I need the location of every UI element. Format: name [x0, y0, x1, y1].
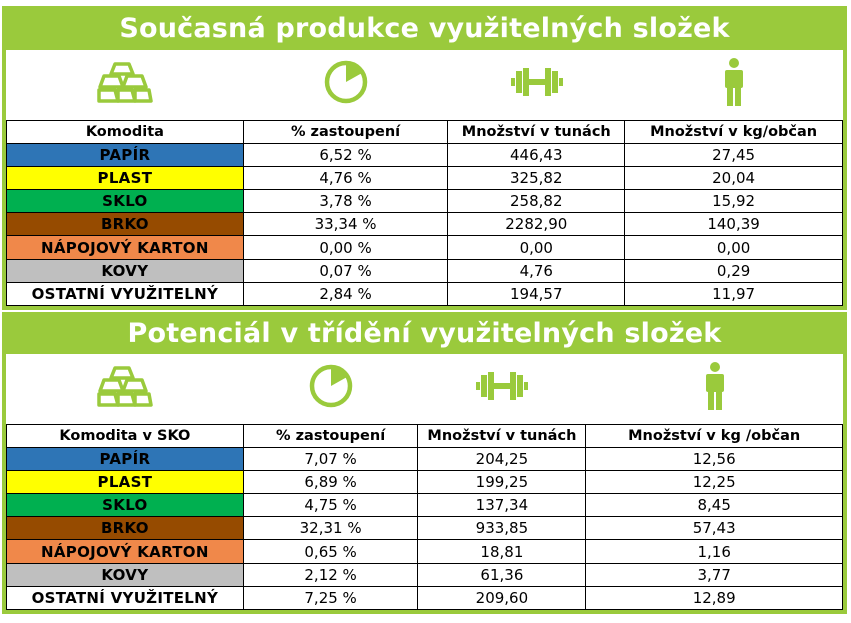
- kg-per-citizen-cell: 1,16: [586, 540, 843, 563]
- commodity-cell: PLAST: [7, 166, 244, 189]
- table-row: [7, 540, 843, 563]
- tons-cell: 199,25: [418, 470, 586, 493]
- table-row: [7, 586, 843, 609]
- pie-chart-icon: [243, 354, 418, 418]
- current-production-panel: [2, 6, 847, 310]
- current-icon-row: [6, 50, 843, 114]
- dumbbell-icon: [448, 50, 625, 114]
- table-header-row: [7, 120, 843, 143]
- tons-cell: 933,85: [418, 517, 586, 540]
- tons-cell: 209,60: [418, 586, 586, 609]
- sorting-potential-title: Potenciál v třídění využitelných složek: [127, 317, 722, 349]
- kg-per-citizen-cell: 27,45: [625, 143, 843, 166]
- commodity-cell: NÁPOJOVÝ KARTON: [7, 540, 244, 563]
- column-header-kg-per-citizen: Množství v kg /občan: [586, 424, 843, 447]
- tons-cell: 2282,90: [448, 213, 625, 236]
- pie-chart-icon: [243, 50, 448, 114]
- percentage-cell: 4,75 %: [243, 494, 418, 517]
- tons-cell: 137,34: [418, 494, 586, 517]
- person-icon: [586, 354, 843, 418]
- column-header-commodity: Komodita: [7, 120, 244, 143]
- kg-per-citizen-cell: 0,00: [625, 236, 843, 259]
- sorting-potential-panel: [2, 312, 847, 614]
- tons-cell: 61,36: [418, 563, 586, 586]
- current-production-title: Současná produkce využitelných složek: [119, 12, 730, 44]
- tons-cell: 18,81: [418, 540, 586, 563]
- percentage-cell: 6,89 %: [243, 470, 418, 493]
- percentage-cell: 0,00 %: [243, 236, 448, 259]
- table-row: [7, 282, 843, 305]
- kg-per-citizen-cell: 0,29: [625, 259, 843, 282]
- table-row: [7, 166, 843, 189]
- kg-per-citizen-cell: 57,43: [586, 517, 843, 540]
- tons-cell: 204,25: [418, 447, 586, 470]
- commodity-cell: OSTATNÍ VYUŽITELNÝ: [7, 282, 244, 305]
- commodity-cell: PLAST: [7, 470, 244, 493]
- column-header-percentage: % zastoupení: [243, 120, 448, 143]
- person-icon: [625, 50, 843, 114]
- kg-per-citizen-cell: 8,45: [586, 494, 843, 517]
- commodity-cell: KOVY: [7, 259, 244, 282]
- commodity-cell: BRKO: [7, 517, 244, 540]
- commodity-cell: PAPÍR: [7, 447, 244, 470]
- kg-per-citizen-cell: 140,39: [625, 213, 843, 236]
- commodity-cell: SKLO: [7, 190, 244, 213]
- table-row: [7, 259, 843, 282]
- kg-per-citizen-cell: 11,97: [625, 282, 843, 305]
- percentage-cell: 4,76 %: [243, 166, 448, 189]
- tons-cell: 446,43: [448, 143, 625, 166]
- table-row: [7, 470, 843, 493]
- column-header-kg-per-citizen: Množství v kg/občan: [625, 120, 843, 143]
- percentage-cell: 0,65 %: [243, 540, 418, 563]
- table-row: [7, 213, 843, 236]
- kg-per-citizen-cell: 12,89: [586, 586, 843, 609]
- kg-per-citizen-cell: 20,04: [625, 166, 843, 189]
- column-header-commodity: Komodita v SKO: [7, 424, 244, 447]
- column-header-tons: Množství v tunách: [448, 120, 625, 143]
- kg-per-citizen-cell: 12,56: [586, 447, 843, 470]
- table-row: [7, 563, 843, 586]
- commodity-cell: PAPÍR: [7, 143, 244, 166]
- percentage-cell: 6,52 %: [243, 143, 448, 166]
- commodity-cell: SKLO: [7, 494, 244, 517]
- table-row: [7, 517, 843, 540]
- commodity-cell: KOVY: [7, 563, 244, 586]
- tons-cell: 4,76: [448, 259, 625, 282]
- gold-bars-icon: [6, 354, 243, 418]
- table-header-row: [7, 424, 843, 447]
- tons-cell: 194,57: [448, 282, 625, 305]
- table-row: [7, 236, 843, 259]
- table-row: [7, 494, 843, 517]
- commodity-cell: OSTATNÍ VYUŽITELNÝ: [7, 586, 244, 609]
- dumbbell-icon: [418, 354, 586, 418]
- current-production-content: [6, 50, 843, 306]
- current-production-table: [6, 120, 843, 307]
- table-row: [7, 447, 843, 470]
- percentage-cell: 7,25 %: [243, 586, 418, 609]
- column-header-tons: Množství v tunách: [418, 424, 586, 447]
- kg-per-citizen-cell: 3,77: [586, 563, 843, 586]
- table-row: [7, 143, 843, 166]
- gold-bars-icon: [6, 50, 243, 114]
- percentage-cell: 2,12 %: [243, 563, 418, 586]
- percentage-cell: 2,84 %: [243, 282, 448, 305]
- percentage-cell: 33,34 %: [243, 213, 448, 236]
- percentage-cell: 7,07 %: [243, 447, 418, 470]
- column-header-percentage: % zastoupení: [243, 424, 418, 447]
- percentage-cell: 0,07 %: [243, 259, 448, 282]
- commodity-cell: NÁPOJOVÝ KARTON: [7, 236, 244, 259]
- kg-per-citizen-cell: 15,92: [625, 190, 843, 213]
- sorting-potential-table: [6, 424, 843, 611]
- kg-per-citizen-cell: 12,25: [586, 470, 843, 493]
- percentage-cell: 3,78 %: [243, 190, 448, 213]
- table-row: [7, 190, 843, 213]
- tons-cell: 0,00: [448, 236, 625, 259]
- sorting-potential-content: [6, 354, 843, 610]
- tons-cell: 325,82: [448, 166, 625, 189]
- tons-cell: 258,82: [448, 190, 625, 213]
- commodity-cell: BRKO: [7, 213, 244, 236]
- percentage-cell: 32,31 %: [243, 517, 418, 540]
- potential-icon-row: [6, 354, 843, 418]
